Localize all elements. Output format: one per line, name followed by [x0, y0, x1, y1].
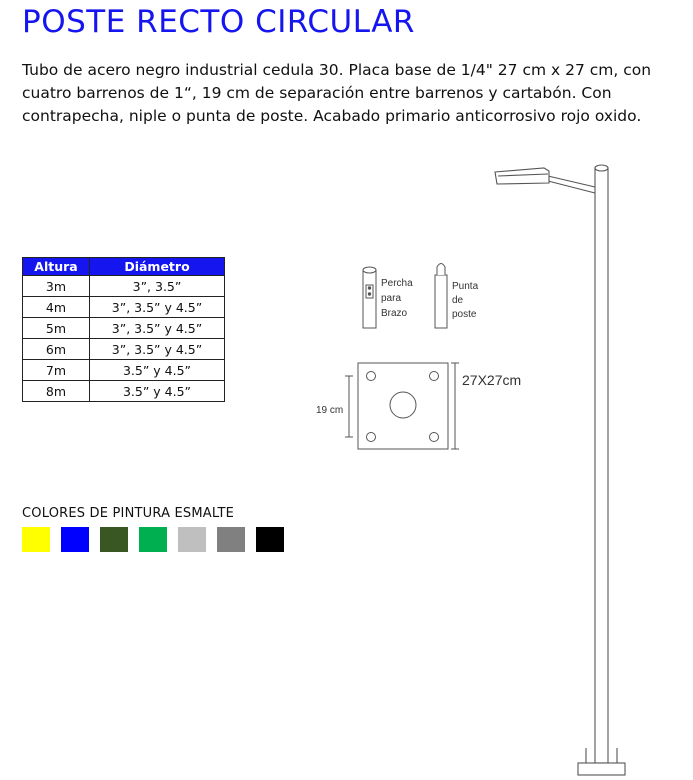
perch-illustration	[363, 267, 376, 328]
cell-diametro: 3”, 3.5” y 4.5”	[90, 318, 225, 339]
page-title: POSTE RECTO CIRCULAR	[22, 4, 415, 40]
svg-text:Percha para Brazo	[381, 278, 415, 319]
tip-label-2: de	[452, 295, 464, 306]
center-hole	[390, 392, 416, 418]
anchor-hole	[430, 433, 439, 442]
perch-label-1: Percha	[381, 278, 413, 289]
lamp-arm-lower	[548, 181, 595, 193]
cell-altura: 7m	[23, 360, 90, 381]
base-plate-detail	[345, 363, 459, 449]
cell-diametro: 3.5” y 4.5”	[90, 381, 225, 402]
header-altura: Altura	[23, 258, 90, 276]
header-diametro: Diámetro	[90, 258, 225, 276]
anchor-hole	[367, 433, 376, 442]
cell-diametro: 3”, 3.5” y 4.5”	[90, 297, 225, 318]
tip-label-1: Punta	[452, 281, 479, 292]
perch-label-3: Brazo	[381, 308, 408, 319]
cell-altura: 3m	[23, 276, 90, 297]
pole-tip-illustration	[435, 264, 447, 329]
paint-colors-label: COLORES DE PINTURA ESMALTE	[22, 506, 235, 521]
cell-altura: 4m	[23, 297, 90, 318]
pole-shaft	[595, 168, 608, 763]
perch-label-2: para	[381, 293, 402, 304]
hole-spacing-label: 19 cm	[316, 405, 344, 416]
pole-base-plate	[578, 763, 625, 775]
product-description: Tubo de acero negro industrial cedula 30. Placa base de 1/4" 27 cm x 27 cm, con cuatro barrenos de 1“, 19 cm de separación entre barrenos y cartabón. Con contrapecha, niple o punta de poste. Acabado primario anticorrosivo rojo oxido.	[22, 61, 652, 125]
cell-altura: 6m	[23, 339, 90, 360]
pole-illustration	[495, 165, 625, 775]
cell-diametro: 3”, 3.5” y 4.5”	[90, 339, 225, 360]
cell-altura: 8m	[23, 381, 90, 402]
cell-altura: 5m	[23, 318, 90, 339]
anchor-hole	[430, 372, 439, 381]
svg-text:Punta de poste	[452, 281, 481, 320]
tip-label-3: poste	[452, 309, 477, 320]
anchor-hole	[367, 372, 376, 381]
cell-diametro: 3.5” y 4.5”	[90, 360, 225, 381]
plate-size-label: 27X27cm	[462, 372, 522, 388]
pole-top	[595, 165, 608, 171]
cell-diametro: 3”, 3.5”	[90, 276, 225, 297]
lamp-arm-upper	[548, 176, 595, 187]
